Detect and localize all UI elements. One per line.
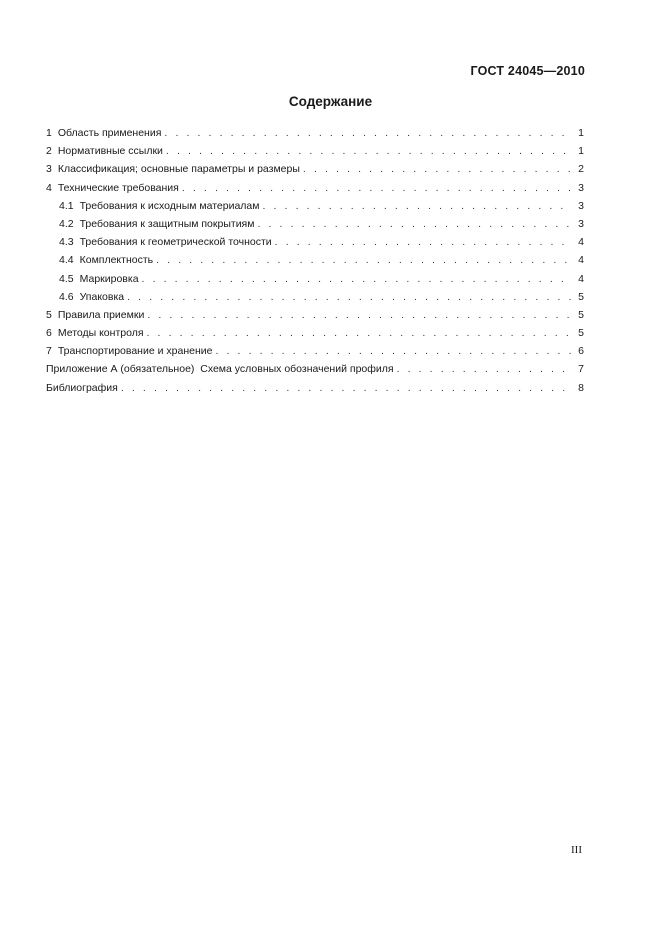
toc-entry-4-4[interactable] xyxy=(46,251,584,269)
toc-entry-number: 1 xyxy=(46,127,52,139)
page-title: Содержание xyxy=(288,94,373,109)
toc-entry-title: Комплектность xyxy=(79,254,154,267)
toc-entry-title: Упаковка xyxy=(79,290,125,303)
toc-entry-4-5[interactable] xyxy=(46,270,584,288)
toc-entry-6[interactable] xyxy=(46,324,584,342)
toc-entry-page: 4 xyxy=(578,254,584,267)
toc-leader-dots xyxy=(166,142,572,160)
toc-entry-title: Классификация; основные параметры и размеры xyxy=(57,163,300,176)
toc-leader-dots xyxy=(156,251,572,269)
toc-leader-dots xyxy=(147,306,572,324)
toc-entry-number: 3 xyxy=(46,163,52,176)
toc-entry-4-6[interactable] xyxy=(46,288,584,306)
toc-leader-dots xyxy=(257,215,572,233)
toc-leader-dots xyxy=(303,160,572,178)
toc-entry-title: Область применения xyxy=(57,127,162,139)
toc-leader-dots xyxy=(275,233,572,251)
toc-leader-dots xyxy=(182,179,572,197)
page-number: III xyxy=(571,844,582,856)
toc-leader-dots xyxy=(142,270,572,288)
toc-entry-title: Правила приемки xyxy=(57,308,145,321)
toc-entry-page: 6 xyxy=(578,345,584,358)
toc-entry-page: 2 xyxy=(578,163,584,176)
toc-leader-dots xyxy=(262,197,572,215)
toc-entry-4-1[interactable] xyxy=(46,197,584,215)
toc-entry-number: 4.1 xyxy=(59,199,74,212)
toc-leader-dots xyxy=(147,324,572,342)
toc-entry-page: 4 xyxy=(578,236,584,249)
toc-entry-page: 3 xyxy=(578,217,584,230)
toc-entry-number: 4.4 xyxy=(59,254,74,267)
toc-entry-number: 4.2 xyxy=(59,217,74,230)
toc-entry-3[interactable] xyxy=(46,160,584,178)
toc-entry-title: Библиография xyxy=(46,381,118,394)
toc-entry-page: 1 xyxy=(578,145,584,158)
toc-entry-5[interactable] xyxy=(46,306,584,324)
toc-entry-appendix-a[interactable] xyxy=(46,360,584,378)
toc-leader-dots xyxy=(127,288,572,306)
toc-entry-1[interactable] xyxy=(46,124,584,142)
toc-entry-title: Технические требования xyxy=(57,181,179,194)
toc-entry-page: 3 xyxy=(578,181,584,194)
toc-entry-page: 7 xyxy=(578,363,584,376)
toc-leader-dots xyxy=(121,379,572,397)
toc-entry-bibliography[interactable] xyxy=(46,379,584,397)
toc-entry-4-2[interactable] xyxy=(46,215,584,233)
toc-entry-2[interactable] xyxy=(46,142,584,160)
toc-entry-page: 1 xyxy=(578,127,584,139)
toc-entry-page: 4 xyxy=(578,272,584,285)
toc-entry-number: 4.3 xyxy=(59,236,74,249)
toc-leader-dots xyxy=(215,342,572,360)
toc-entry-number: 2 xyxy=(46,145,52,158)
toc-leader-dots xyxy=(397,360,572,378)
toc-entry-number: 7 xyxy=(46,345,52,358)
toc-entry-4[interactable] xyxy=(46,179,584,197)
toc-entry-number: 4.6 xyxy=(59,290,74,303)
toc-entry-number: 5 xyxy=(46,308,52,321)
toc-entry-title: Требования к геометрической точности xyxy=(79,236,272,249)
toc-entry-title: Требования к исходным материалам xyxy=(79,199,260,212)
toc-entry-title: Требования к защитным покрытиям xyxy=(79,217,255,230)
table-of-contents xyxy=(46,124,584,397)
document-code: ГОСТ 24045—2010 xyxy=(470,64,585,78)
toc-entry-4-3[interactable] xyxy=(46,233,584,251)
toc-entry-page: 5 xyxy=(578,290,584,303)
toc-entry-page: 3 xyxy=(578,199,584,212)
toc-entry-number: 4.5 xyxy=(59,272,74,285)
toc-entry-7[interactable] xyxy=(46,342,584,360)
toc-entry-page: 5 xyxy=(578,308,584,321)
toc-entry-page: 5 xyxy=(578,327,584,340)
toc-entry-title: Методы контроля xyxy=(57,327,144,340)
toc-entry-number: 4 xyxy=(46,181,52,194)
toc-leader-dots xyxy=(164,124,572,142)
toc-entry-title: Приложение А (обязательное) Схема условных обозначений профиля xyxy=(46,363,394,376)
toc-entry-number: 6 xyxy=(46,327,52,340)
toc-entry-title: Транспортирование и хранение xyxy=(57,345,213,358)
toc-entry-page: 8 xyxy=(578,381,584,394)
toc-entry-title: Нормативные ссылки xyxy=(57,145,163,158)
toc-entry-title: Маркировка xyxy=(79,272,139,285)
